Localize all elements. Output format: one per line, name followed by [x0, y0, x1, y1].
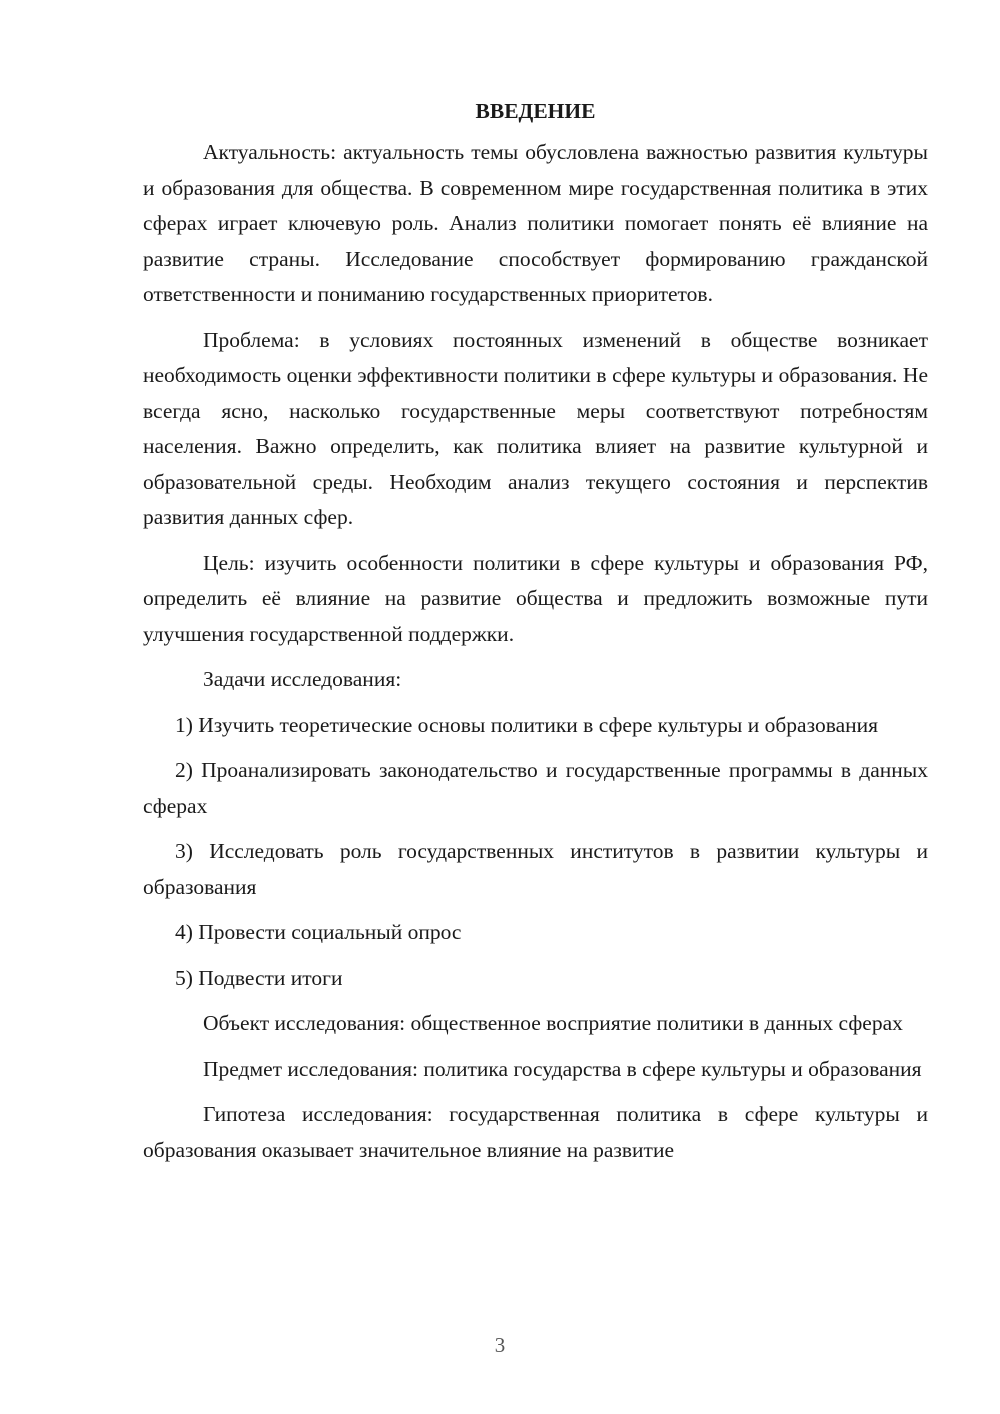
task-item-4: 4) Провести социальный опрос	[175, 920, 462, 944]
page-number: 3	[494, 1333, 506, 1357]
task-item-1: 1) Изучить теоретические основы политики в сфере культуры и образования	[175, 712, 879, 737]
document-page	[143, 96, 928, 1178]
goal-paragraph: Цель: изучить особенности политики в сфере культуры и образования РФ, определить её влияние на развитие общества и предложить возможные пути улучшения государственной поддержки.	[143, 550, 928, 646]
hypothesis-paragraph: Гипотеза исследования: государственная политика в сфере культуры и образования оказывает значительное влияние на развитие	[143, 1102, 928, 1162]
task-item-2: 2) Проанализировать законодательство и государственные программы в данных сферах	[143, 758, 928, 818]
task-item-3: 3) Исследовать роль государственных институтов в развитии культуры и образования	[143, 839, 928, 899]
section-heading: ВВЕДЕНИЕ	[475, 99, 596, 123]
subject-paragraph: Предмет исследования: политика государства в сфере культуры и образования	[203, 1056, 922, 1081]
relevance-paragraph: Актуальность: актуальность темы обусловлена важностью развития культуры и образования для общества. В современном мире государственная политика в этих сферах играет ключевую роль. Анализ политики помогает понять её влияние на развитие страны. Исследование способствует формированию гражданской ответственности и пониманию государственных приоритетов.	[143, 140, 928, 306]
object-paragraph: Объект исследования: общественное восприятие политики в данных сферах	[203, 1011, 903, 1035]
task-item-5: 5) Подвести итоги	[175, 965, 343, 990]
problem-paragraph: Проблема: в условиях постоянных изменений в обществе возникает необходимость оценки эффективности политики в сфере культуры и образования. Не всегда ясно, насколько государственные меры соответствуют потребностям населения. Важно определить, как политика влияет на развитие культурной и образовательной среды. Необходим анализ текущего состояния и перспектив развития данных сфер.	[143, 327, 928, 529]
tasks-title: Задачи исследования:	[203, 667, 402, 691]
